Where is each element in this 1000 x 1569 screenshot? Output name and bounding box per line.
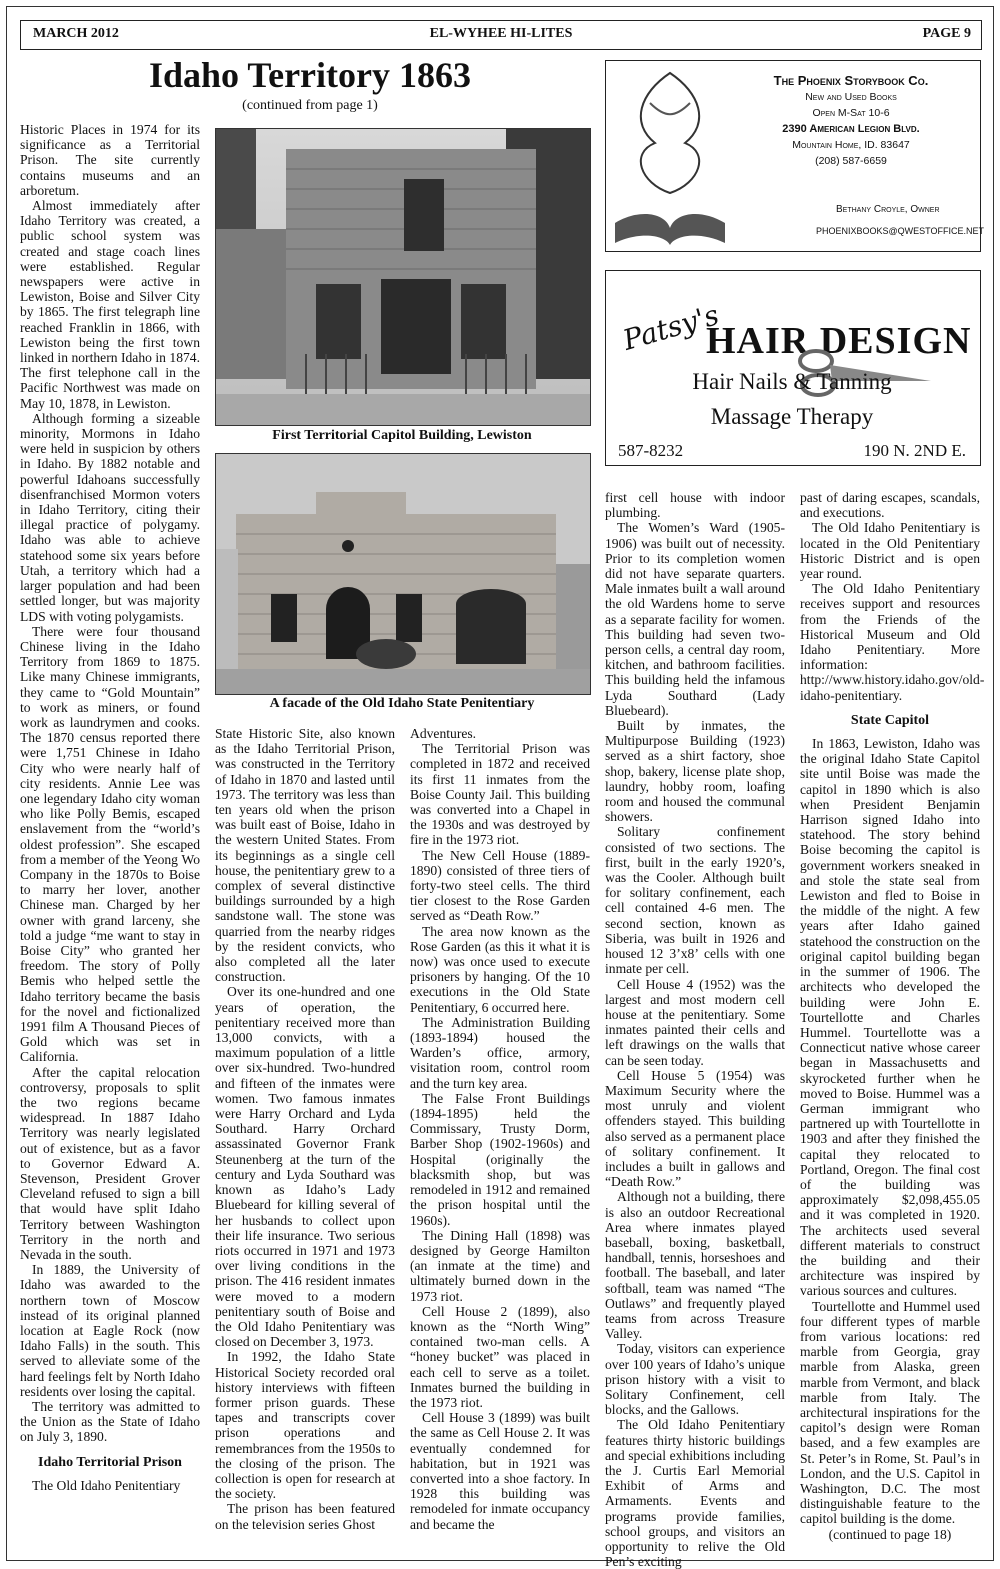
ad-patsys-line1: Hair Nails & Tanning [692, 369, 892, 394]
publication-name: EL-WYHEE HI-LITES [429, 26, 573, 41]
paragraph: After the capital relocation controversy, proposals to split the two regions became widespread. In 1887 Idaho Territory was nearly legislated out of existence, but as a favor to Governor Edward A. Stevenson, President Grover Cleveland refused to sign a bill that would have split Idaho Territory between Washington Territory in the north and Nevada in the south. [20, 1064, 200, 1263]
paragraph: In 1863, Lewiston, Idaho was the original Idaho State Capitol site until Boise was made the capitol in 1890 which is also when President Benjamin Harrison signed Idaho into statehood. The story behind Boise becoming the capitol is government workers sneaked in and stole the state seal from Lewiston and fled to Boise in the middle of the night. A few years after Idaho gained statehood the construction on the original capitol building began in the summer of 1906. The architects who developed the building were John E. Tourtellotte and Charles Hummel. Tourtellotte was a Connecticut native whose career began in Massachusetts and skyrocketed further when he moved to Boise. Hummel was a German immigrant who partnered up with Tourtellotte in 1903 and after they finished the capital they relocated to Portland, Oregon. The final cost of the building was approximately $2,098,455.05 and it was completed in 1920. The architects used several different materials to construct the building and their architecture was inspired by various sources and cultures. [800, 736, 980, 1299]
ad-patsys-phone: 587-8232 [618, 441, 684, 460]
paragraph: The area now known as the Rose Garden (as this it what it is now) was once used to execute prisoners by hanging. Of the 10 executions in the Old State Penitentiary, 6 occurred here. [410, 923, 590, 1015]
paragraph: The Dining Hall (1898) was designed by George Hamilton (an inmate at the time) and ultimately burned down in the 1973 riot. [410, 1227, 590, 1304]
paragraph: The Old Idaho Penitentiary [32, 1477, 181, 1493]
paragraph: The prison has been featured on the television series Ghost [215, 1501, 395, 1532]
ad-phoenix-line2: Open M-Sat 10-6 [812, 107, 890, 119]
phoenix-book-icon [610, 63, 730, 248]
photo-territorial-capitol [215, 128, 591, 426]
paragraph: The New Cell House (1889-1890) consisted of three tiers of forty-two steel cells. The third tier closest to the Rose Garden served as “Death Row.” [410, 847, 590, 924]
paragraph: The Administration Building (1893-1894) housed the Warden’s office, armory, visitation room, control room and the turn key area. [410, 1014, 590, 1091]
paragraph: There were four thousand Chinese living in the Idaho Territory from 1869 to 1875. Like many Chinese immigrants, they came to “Gold Mountain” to work as miners, or found work as laundrymen and cooks. The 1870 census reported there were 1,751 Chinese in Idaho City who were nearly half of city residents. Annie Lee was one legendary Idaho city woman who like Polly Bemis, escaped enslavement from the “world’s oldest profession”. She escaped from a member of the Yeong Wo Company in the 1870s to Boise to marry her lover, another Chinese man. Charged by her owner with grand larceny, she told a judge “me want to stay in Boise City” who granted her freedom. The story of Polly Bemis who helped settle the Idaho territory became the basis for the novel and fictionalized 1991 film A Thousand Pieces of Gold which was set in California. [20, 623, 200, 1065]
paragraph: Cell House 4 (1952) was the largest and most modern cell house at the penitentiary. Some inmates painted their cells and left drawings on the walls that can be seen today. [605, 976, 785, 1068]
ad-phoenix-address1: 2390 American Legion Blvd. [782, 123, 920, 135]
ad-phoenix-phone: (208) 587-6659 [815, 155, 887, 167]
paragraph: first cell house with indoor plumbing. [605, 490, 785, 521]
page-header [20, 20, 982, 50]
ad-phoenix-address2: Mountain Home, ID. 83647 [792, 139, 910, 151]
paragraph: State Historic Site, also known as the Idaho Territorial Prison, was constructed in the Territory of Idaho in 1870 and lasted until 1973. The territory was less than ten years old when the prison was built east of Boise, Idaho in the western United States. From its beginnings as a single cell house, the penitentiary grew to a complex of several distinctive buildings surrounded by a high sandstone wall. The stone was quarried from the nearby ridges by the resident convicts, who also completed all the later construction. [215, 726, 395, 985]
article-column-4 [605, 490, 785, 1569]
paragraph: The Old Idaho Penitentiary receives support and resources from the Friends of the Historical Museum and Old Idaho Penitentiary. More information: http://www.history.idaho.gov/old-idaho-penitentiary. [800, 581, 985, 703]
paragraph: Tourtellotte and Hummel used four different types of marble from various locations: red marble from Georgia, gray marble from Alaska, green marble from Vermont, and black marble from Italy. The architectural inspirations for the capitol’s design were Roman based, and a few examples are St. Peter’s in Rome, St. Paul’s in London, and the U.S. Capitol in Washington, D.C. The most distinguishable feature to the capitol building is the dome. [800, 1298, 980, 1527]
article-column-5 [800, 490, 985, 1542]
paragraph: Cell House 2 (1899), also known as the “North Wing” contained two-man cells. A “honey bucket” was placed in each cell to serve as a toilet. Inmates burned the building in the 1973 riot. [410, 1303, 590, 1410]
article-column-3 [410, 726, 590, 1532]
paragraph: In 1889, the University of Idaho was awarded to the northern town of Moscow instead of its original planned location at Eagle Rock (now Idaho Falls) in the south. This served to alleviate some of the hard feelings felt by North Idaho residents over losing the capital. [20, 1262, 200, 1399]
paragraph: Cell House 5 (1954) was Maximum Security where the most unruly and violent offenders stayed. This building also served as a permanent place of solitary confinement. It includes a built in gallows and “Death Row.” [605, 1067, 785, 1190]
paragraph: The Old Idaho Penitentiary is located in the Old Penitentiary Historic District and is open year round. [800, 520, 980, 582]
continued-from: (continued from page 1) [242, 98, 378, 113]
page-number: PAGE 9 [922, 26, 971, 41]
paragraph: Although not a building, there is also an outdoor Recreational Area where inmates played baseball, boxing, basketball, handball, tennis, horseshoes and football. The baseball, and later softball, team was named “The Outlaws” and frequently played teams from across Treasure Valley. [605, 1189, 785, 1342]
paragraph: Adventures. [410, 726, 477, 741]
ad-patsys-hair-design [605, 270, 981, 466]
paragraph: Today, visitors can experience over 100 years of Idaho’s unique prison history with a visit to Solitary Confinement, cell blocks, and the Gallows. [605, 1341, 785, 1418]
paragraph: Over its one-hundred and one years of operation, the penitentiary received more than 13,000 convicts, with a maximum population of a little over six-hundred. Two-hundred and fifteen of the inmates were women. Two famous inmates were Harry Orchard and Lyda Southard. Harry Orchard assassinated Governor Frank Steunenberg at the turn of the century and Lyda Southard was known as Idaho’s Lady Bluebeard for killing several of her husbands to collect upon their life insurance. Two serious riots occurred in 1971 and 1973 over living conditions in the prison. The 416 resident inmates were moved to a modern penitentiary south of Boise and the Old Idaho Penitentiary was closed on December 3, 1973. [215, 984, 395, 1350]
photo-penitentiary [215, 453, 591, 695]
issue-date: MARCH 2012 [33, 26, 119, 41]
paragraph: Built by inmates, the Multipurpose Building (1923) served as a shirt factory, shoe shop, bakery, license plate shop, laundry, hobby room, loafing room and housed the communal showers. [605, 718, 785, 825]
ad-phoenix-name: The Phoenix Storybook Co. [773, 73, 929, 88]
ad-phoenix-line1: New and Used Books [805, 91, 897, 103]
paragraph: The Territorial Prison was completed in 1872 and received its first 11 inmates from the Boise County Jail. This building was converted into a Chapel in the 1930s and was destroyed by fire in the 1973 riot. [410, 741, 590, 848]
section-heading: State Capitol [850, 712, 930, 728]
paragraph: Cell House 3 (1899) was built the same as Cell House 2. It was eventually condemned for habitation, but in 1921 was converted into a shoe factory. In 1928 this building was remodeled for inmate occupancy and became the [410, 1410, 590, 1532]
paragraph: The Old Idaho Penitentiary features thirty historic buildings and special exhibitions including the J. Curtis Earl Memorial Exhibit of Arms and Armaments. Events and programs provide families, school groups, and visitors an opportunity to relive the Old Pen’s exciting [605, 1417, 785, 1569]
ad-phoenix-storybook [605, 60, 984, 252]
paragraph: The territory was admitted to the Union as the State of Idaho on July 3, 1890. [20, 1399, 200, 1445]
ad-patsys-line2: Massage Therapy [710, 404, 874, 429]
section-heading: Idaho Territorial Prison [38, 1454, 182, 1470]
paragraph: In 1992, the Idaho State Historical Society recorded oral history interviews with fifteen former prison guards. These tapes and transcripts cover prison operations and remembrances from the 1950s to the closing of the prison. The collection is open for research at the society. [215, 1349, 395, 1502]
paragraph: Almost immediately after Idaho Territory was created, a public school system was created and stage coach lines were established. Regular newspapers were active in Lewiston, Boise and Silver City by 1865. The first telegraph line reached Franklin in 1866, with Lewiston being the first town linked in northern Idaho in 1874. The first telephone call in the Pacific Northwest was made on May 10, 1878, in Lewiston. [20, 198, 200, 411]
article-column-1 [20, 122, 200, 1493]
photo1-caption: First Territorial Capitol Building, Lewiston [272, 428, 532, 443]
paragraph: Although forming a sizeable minority, Mormons in Idaho were held in suspicion by others in Idaho. By 1882 notable and powerful Idahoans successfully disenfranchised Mormon voters in Idaho Territory, citing their illegal practice of polygamy. Idaho was able to achieve statehood some six years before Utah, a territory which had a larger population and had been settled longer, but was majority LDS with voting polygamists. [20, 410, 200, 624]
paragraph: Historic Places in 1974 for its significance as a Territorial Prison. The site currently contains museums and an arboretum. [20, 122, 200, 198]
paragraph: The False Front Buildings (1894-1895) held the Commissary, Trusty Dorm, Barber Shop (1902-1960s) and Hospital (originally the blacksmith shop, but was remodeled in 1912 and remained the prison hospital until the 1960s). [410, 1090, 590, 1228]
ad-phoenix-email: PHOENIXBOOKS@QWESTOFFICE.NET [816, 226, 984, 236]
article-column-2 [215, 726, 395, 1532]
article-title: Idaho Territory 1863 [148, 55, 471, 95]
paragraph: Solitary confinement consisted of two sections. The first, built in the early 1920’s, was the Cooler. Although built for solitary confinement, each cell contained 4-6 men. The second section, known as Siberia, was built in 1926 and housed 12 3’x8’ cells with one inmate per cell. [605, 824, 785, 977]
ad-phoenix-owner: Bethany Croyle, Owner [836, 204, 940, 215]
paragraph: The Women’s Ward (1905-1906) was built out of necessity. Prior to its completion women did not have separate quarters. Male inmates built a wall around the old Wardens home to serve as a separate facility for women. This building had seven two-person cells, a central day room, kitchen, and bathroom facilities. This building held the infamous Lyda Southard (Lady Bluebeard). [605, 520, 785, 718]
continued-to: (continued to page 18) [828, 1526, 952, 1542]
paragraph: past of daring escapes, scandals, and executions. [800, 490, 980, 521]
ad-patsys-title: HAIR DESIGN [706, 320, 972, 362]
photo2-caption: A facade of the Old Idaho State Penitentiary [269, 696, 535, 711]
ad-patsys-script: Patsy's [619, 298, 723, 357]
ad-patsys-address: 190 N. 2ND E. [863, 441, 966, 460]
